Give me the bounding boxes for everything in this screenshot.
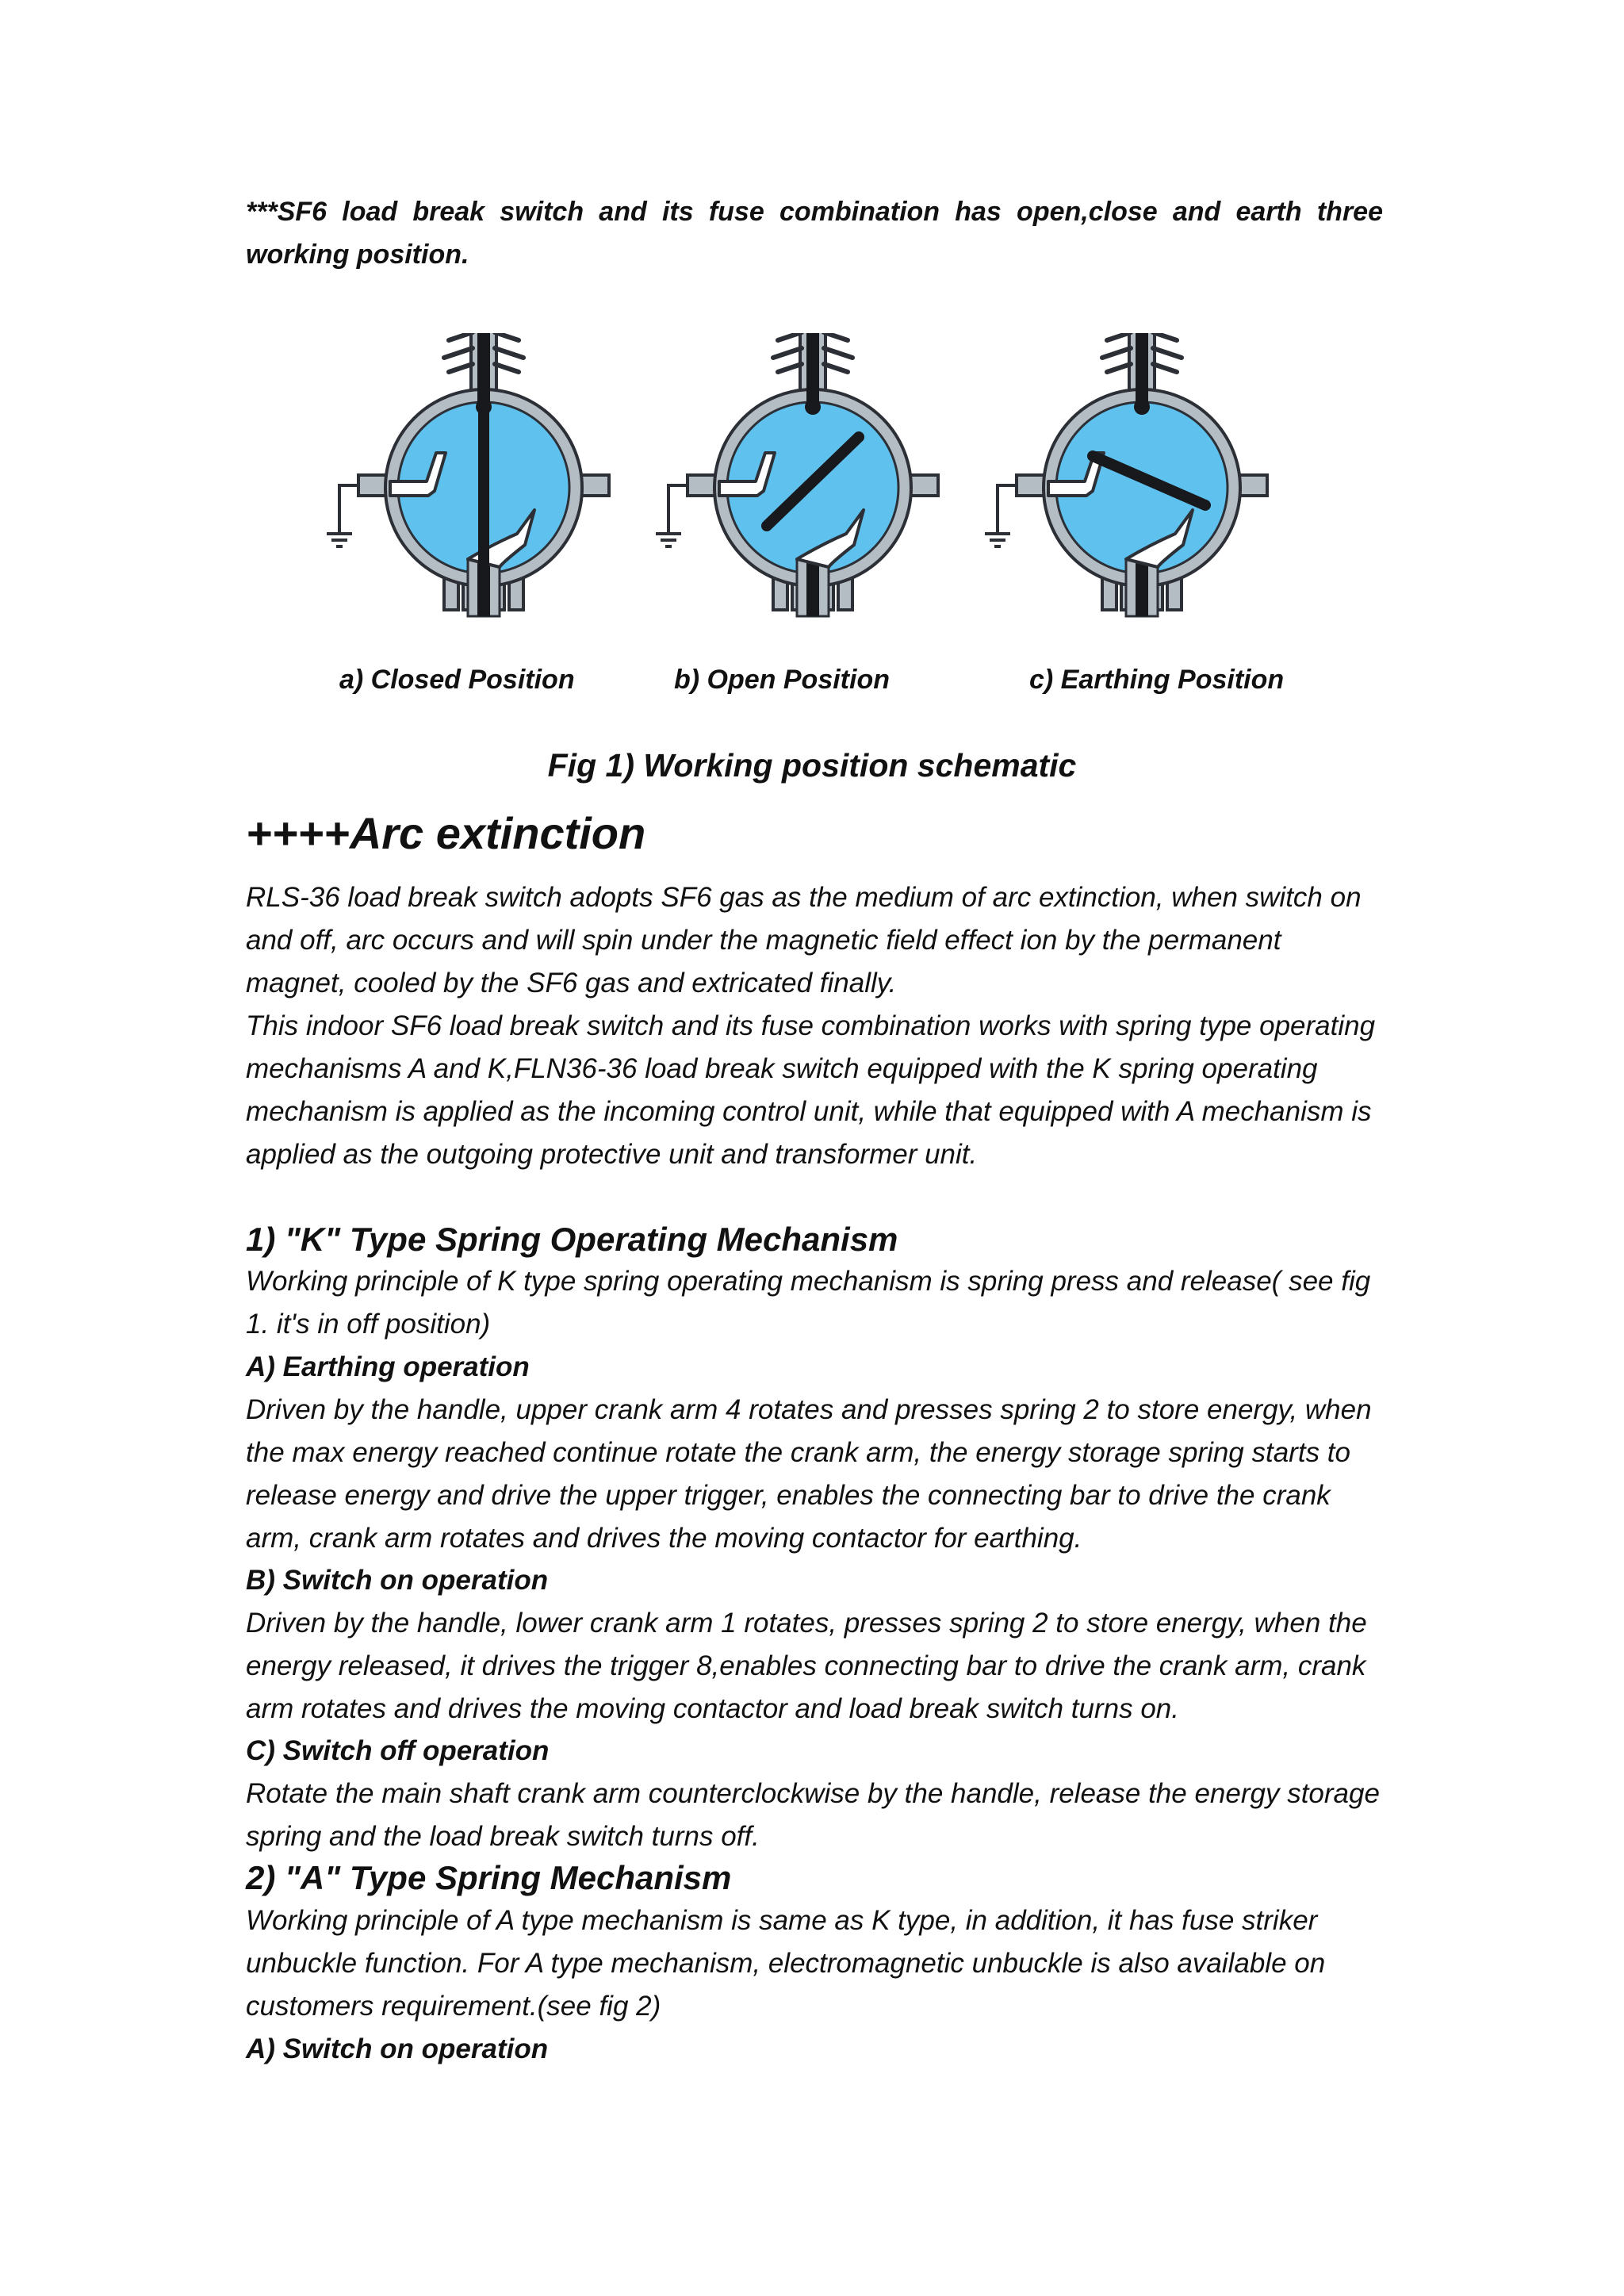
intro-paragraph: ***SF6 load break switch and its fuse combination has open,close and earth three working position. [246,197,1383,270]
k-type-intro: Working principle of K type spring operating mechanism is spring press and release( see fig 1. it's in off position) [246,1266,1371,1340]
open-position-caption: b) Open Position [674,665,890,695]
k-earthing-operation-heading: A) Earthing operation [246,1351,530,1382]
k-type-heading: 1) "K" Type Spring Operating Mechanism [246,1221,898,1258]
a-switch-on-heading: A) Switch on operation [246,2033,549,2064]
arc-paragraph-2: This indoor SF6 load break switch and its fuse combination works with spring type operating mechanisms A and K,FLN36-36 load break switch equipped with the K spring operating mechanism is applied as the incoming control unit, while that equipped with A mechanism is applied as the outgoing protective unit and transformer unit. [246,1010,1376,1170]
arc-paragraph-1: RLS-36 load break switch adopts SF6 gas as the medium of arc extinction, when switch on and off, arc occurs and will spin under the magnetic field effect ion by the permanent magnet, cooled by the SF6 gas and extricated finally. [246,882,1362,999]
working-position-figure [317,333,1316,666]
open-position-switch [656,333,938,616]
k-switch-off-heading: C) Switch off operation [246,1735,550,1766]
closed-position-caption: a) Closed Position [339,665,575,695]
k-earthing-operation-text: Driven by the handle, upper crank arm 4 rotates and presses spring 2 to store energy, when the max energy reached continue rotate the crank arm, the energy storage spring starts to release energy and drive the upper trigger, enables the connecting bar to drive the crank arm, crank arm rotates and drives the moving contactor for earthing. [246,1394,1372,1554]
earthing-position-caption: c) Earthing Position [1029,665,1285,695]
switch-schematic-svg [317,333,1316,666]
k-switch-on-text: Driven by the handle, lower crank arm 1 rotates, presses spring 2 to store energy, when the energy released, it drives the trigger 8,enables connecting bar to drive the crank arm, crank arm rotates and drives the moving contactor and load break switch turns on. [246,1608,1367,1724]
a-type-intro: Working principle of A type mechanism is same as K type, in addition, it has fuse striker unbuckle function. For A type mechanism, electromagnetic unbuckle is also available on customers requirement.(see fig 2) [246,1905,1326,2022]
k-switch-off-text: Rotate the main shaft crank arm counterclockwise by the handle, release the energy storage spring and the load break switch turns off. [246,1778,1380,1852]
closed-position-switch [327,333,609,616]
arc-extinction-heading: ++++Arc extinction [246,808,646,858]
figure-title: Fig 1) Working position schematic [547,747,1077,784]
a-type-heading: 2) "A" Type Spring Mechanism [246,1859,732,1896]
k-switch-on-heading: B) Switch on operation [246,1565,549,1596]
earthing-position-switch [985,333,1267,616]
